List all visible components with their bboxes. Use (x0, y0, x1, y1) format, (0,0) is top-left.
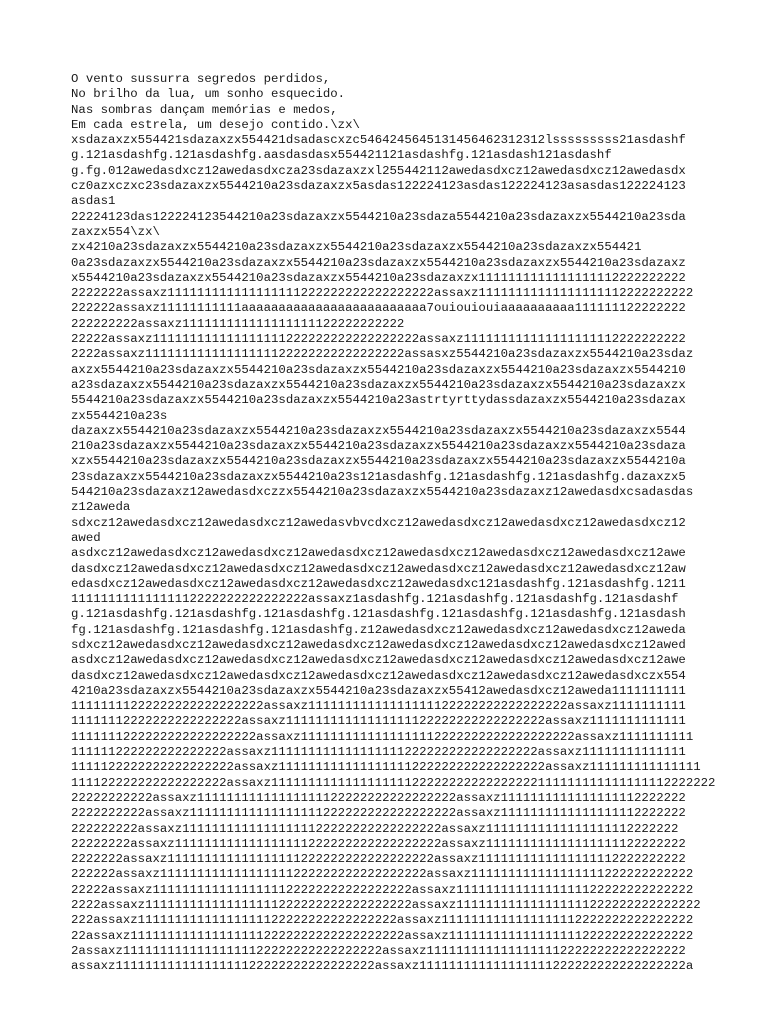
text-line: 11111112222222222222222assaxz11111111111111111122222222222222222assaxz1111111111111 (71, 714, 686, 729)
text-line: Nas sombras dançam memórias e medos, (71, 102, 338, 117)
text-line: cz0azxczxc23sdazaxzx5544210a23sdazaxzx5asdas122224123asdas122224123asasdas122224123 (71, 179, 686, 194)
text-line: 222222222assaxz111111111111111111122222222222 (71, 316, 405, 331)
text-line: awed (71, 530, 101, 545)
text-line: 222222assaxz11111111111aaaaaaaaaaaaaaaaaaaaaaaaa7ouiouiouiaaaaaaaaaa111111122222222 (71, 301, 686, 316)
text-line: xzx5544210a23sdazaxzx5544210a23sdazaxzx5544210a23sdazaxzx5544210a23sdazaxzx5544210a (71, 454, 686, 469)
text-line: sdxcz12awedasdxcz12awedasdxcz12awedasdxcz12awedasdxcz12awedasdxcz12awedasdxcz12awed (71, 637, 686, 652)
text-line: 4210a23sdazaxzx5544210a23sdazaxzx5544210a23sdazaxzx55412awedasdxcz12aweda1111111111 (71, 683, 686, 698)
text-line: 22222222222assaxz11111111111111111122222222222222222assaxz1111111111111111112222222 (71, 790, 686, 805)
text-line: 2222222222assaxz111111111111111111222222222222222222assaxz1111111111111111112222222 (71, 806, 686, 821)
text-line: 22222222assaxz111111111111111111222222222222222222assaxz111111111111111111122222222 (71, 836, 686, 851)
text-line: sdxcz12awedasdxcz12awedasdxcz12awedasvbvcdxcz12awedasdxcz12awedasdxcz12awedasdxcz12 (71, 515, 686, 530)
text-line: 22224123das122224123544210a23sdazaxzx5544210a23sdaza5544210a23sdazaxzx5544210a23sda (71, 209, 686, 224)
text-line: 2222222assaxz111111111111111111222222222222222222assaxz1111111111111111112222222222 (71, 852, 686, 867)
text-line: fg.121asdashfg.121asdashfg.121asdashfg.z12awedasdxcz12awedasdxcz12awedasdxcz12aweda (71, 622, 686, 637)
text-line: 11111111111111112222222222222222assaxz1asdashfg.121asdashfg.121asdashfg.121asdashf (71, 592, 679, 607)
text-line: 11111111222222222222222222assaxz11111111111111111122222222222222222assaxz1111111111 (71, 699, 686, 714)
text-line: 111111222222222222222assaxz111111111111111111222222222222222222assaxz11111111111111 (71, 745, 686, 760)
text-line: 222222assaxz111111111111111111222222222222222222assaxz111111111111111111222222222222 (71, 867, 694, 882)
text-line: 111122222222222222222assaxz111111111111111111122222222222222222111111111111111112222222 (71, 775, 716, 790)
text-line: 210a23sdazaxzx5544210a23sdazaxzx5544210a23sdazaxzx5544210a23sdazaxzx5544210a23sdaza (71, 439, 686, 454)
text-line: g.121asdashfg.121asdashfg.121asdashfg.121asdashfg.121asdashfg.121asdashfg.121asdash (71, 607, 686, 622)
text-line: zaxzx554\zx\ (71, 224, 160, 239)
text-line: 2222222assaxz111111111111111111222222222222222222assaxz11111111111111111112222222222 (71, 286, 694, 301)
text-line: zx5544210a23s (71, 408, 168, 423)
text-line: 22222assaxz111111111111111111222222222222222222assaxz111111111111111111112222222222 (71, 332, 686, 347)
text-line: O vento sussurra segredos perdidos, (71, 72, 331, 86)
text-line: asdas1 (71, 194, 116, 209)
text-line: 1111111222222222222222222assaxz1111111111111111112222222222222222222assaxz1111111111 (71, 729, 694, 744)
text-line: assaxz11111111111111111122222222222222222assaxz111111111111111111222222222222222222a (71, 959, 694, 974)
text-line: dazaxzx5544210a23sdazaxzx5544210a23sdazaxzx5544210a23sdazaxzx5544210a23sdazaxzx5544 (71, 423, 686, 438)
text-line: 23sdazaxzx5544210a23sdazaxzx5544210a23s121asdashfg.121asdashfg.121asdashfg.dazaxzx5 (71, 469, 686, 484)
text-line: asdxcz12awedasdxcz12awedasdxcz12awedasdxcz12awedasdxcz12awedasdxcz12awedasdxcz12awe (71, 653, 686, 668)
document-text (71, 72, 716, 975)
text-line: edasdxcz12awedasdxcz12awedasdxcz12awedasdxcz12awedasdxc121asdashfg.121asdashfg.1211 (71, 576, 686, 591)
text-line: zx4210a23sdazaxzx5544210a23sdazaxzx5544210a23sdazaxzx5544210a23sdazaxzx554421 (71, 240, 642, 255)
text-line: 2assaxz11111111111111111122222222222222222assaxz11111111111111111122222222222222222 (71, 943, 686, 958)
text-line: No brilho da lua, um sonho esquecido. (71, 87, 346, 102)
text-line: 2222assaxz11111111111111111122222222222222222assasxz5544210a23sdazaxzx5544210a23sdaz (71, 347, 694, 362)
text-line: 22222assaxz11111111111111111122222222222222222assaxz11111111111111111122222222222222 (71, 882, 694, 897)
text-line: asdxcz12awedasdxcz12awedasdxcz12awedasdxcz12awedasdxcz12awedasdxcz12awedasdxcz12awe (71, 546, 686, 561)
text-line: 2222assaxz111111111111111111222222222222222222assaxz111111111111111111222222222222222 (71, 898, 701, 913)
text-line: Em cada estrela, um desejo contido.\zx\ (71, 117, 360, 132)
text-line: g.fg.012awedasdxcz12awedasdxcza23sdazaxzxl255442112awedasdxcz12awedasdxcz12awedasdx (71, 163, 686, 178)
text-line: a23sdazaxzx5544210a23sdazaxzx5544210a23sdazaxzx5544210a23sdazaxzx5544210a23sdazaxzx (71, 377, 686, 392)
text-line: x5544210a23sdazaxzx5544210a23sdazaxzx5544210a23sdazaxzx1111111111111111112222222222 (71, 270, 686, 285)
text-line: axzx5544210a23sdazaxzx5544210a23sdazaxzx5544210a23sdazaxzx5544210a23sdazaxzx5544210 (71, 362, 686, 377)
text-line: g.121asdashfg.121asdashfg.aasdasdasx554421121asdashfg.121asdash121asdashf (71, 148, 612, 163)
text-line: 5544210a23sdazaxzx5544210a23sdazaxzx5544210a23astrtyrttydassdazaxzx5544210a23sdazax (71, 393, 686, 408)
text-line: 22assaxz1111111111111111112222222222222222222assaxz111111111111111111222222222222222 (71, 928, 694, 943)
text-line: z12aweda (71, 500, 131, 515)
text-line: 222assaxz11111111111111111122222222222222222assaxz1111111111111111112222222222222222 (71, 913, 694, 928)
text-line: dasdxcz12awedasdxcz12awedasdxcz12awedasdxcz12awedasdxcz12awedasdxcz12awedasdxczx554 (71, 668, 686, 683)
text-line: xsdazaxzx554421sdazaxzx554421dsadascxzc5464245645131456462312312lsssssssss21asdashf (71, 133, 686, 148)
text-line: 222222222assaxz11111111111111111122222222222222222assaxz11111111111111111112222222 (71, 821, 679, 836)
text-line: 1111122222222222222222assaxz111111111111111111222222222222222222assaxz111111111111111 (71, 760, 701, 775)
text-line: 544210a23sdazaxz12awedasdxczzx5544210a23sdazaxzx5544210a23sdazaxz12awedasdxcsadasdas (71, 485, 694, 500)
text-line: dasdxcz12awedasdxcz12awedasdxcz12awedasdxcz12awedasdxcz12awedasdxcz12awedasdxcz12aw (71, 561, 686, 576)
text-line: 0a23sdazaxzx5544210a23sdazaxzx5544210a23sdazaxzx5544210a23sdazaxzx5544210a23sdazaxz (71, 255, 686, 270)
